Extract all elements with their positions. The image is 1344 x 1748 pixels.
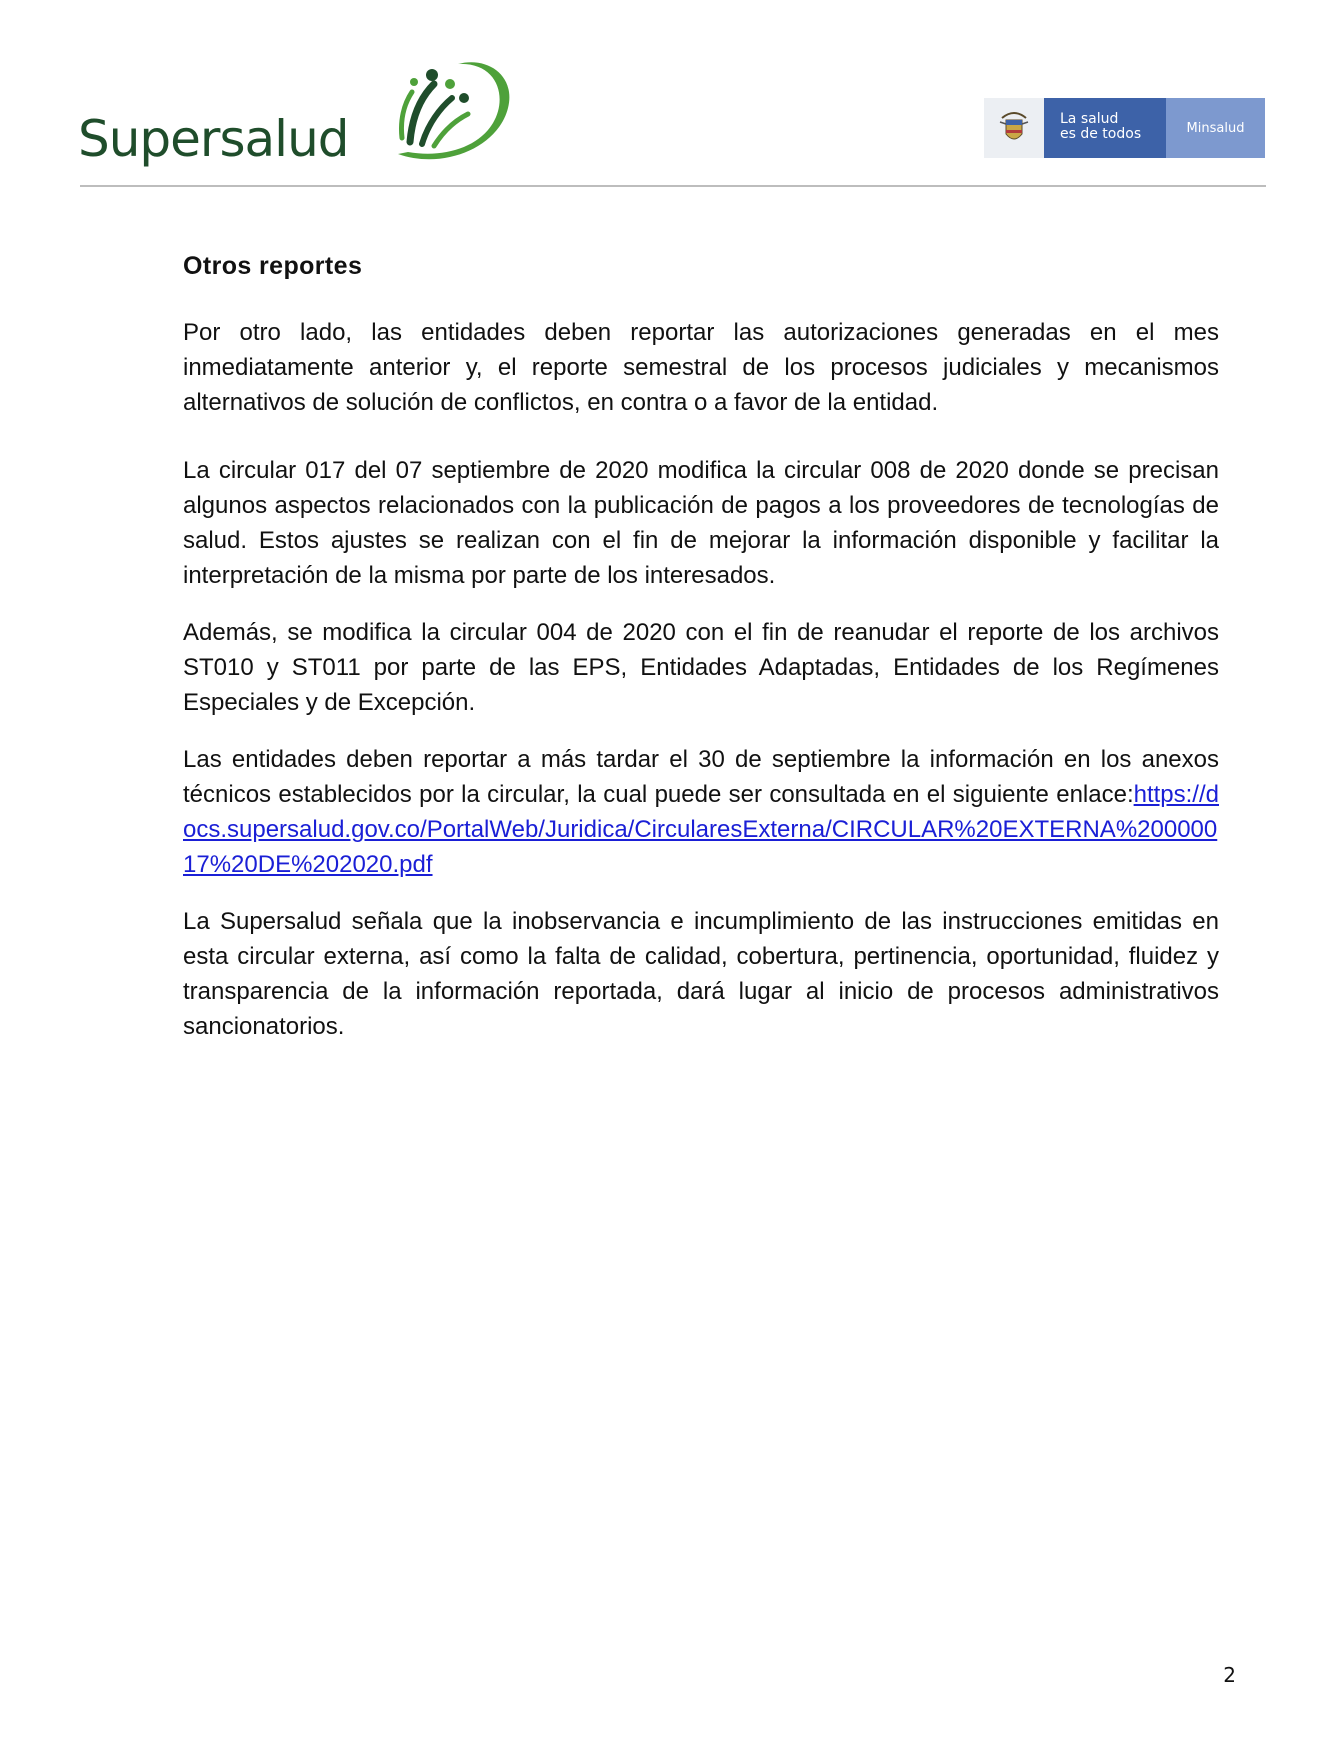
paragraph: Por otro lado, las entidades deben reportar las autorizaciones generadas en el mes inmediatamente anterior y, el reporte semestral de los procesos judiciales y mecanismos alternativos de solución de conflictos, en contra o a favor de la entidad. [183,319,1219,416]
document-body [183,252,1219,1066]
paragraph: La Supersalud señala que la inobservancia e incumplimiento de las instrucciones emitidas en esta circular externa, así como la falta de calidad, cobertura, pertinencia, oportunidad, fluidez y transparencia de la información reportada, dará lugar al inicio de procesos administrativos sancionatorios. [183,908,1219,1040]
brand-name: Supersalud [78,110,349,168]
paragraph: Además, se modifica la circular 004 de 2020 con el fin de reanudar el reporte de los archivos ST010 y ST011 por parte de las EPS, Entidades Adaptadas, Entidades de los Regímenes Especiales y de Excepción. [183,619,1219,716]
brand-mark-icon [348,58,528,168]
header-divider [80,185,1266,187]
ministry-name: Minsalud [1166,98,1265,158]
paragraph: La circular 017 del 07 septiembre de 2020 modifica la circular 008 de 2020 donde se precisan algunos aspectos relacionados con la publicación de pagos a los proveedores de tecnologías de salud. Estos ajustes se realizan con el fin de mejorar la información disponible y facilitar la interpretación de la misma por parte de los interesados. [183,457,1219,589]
page-number: 2 [1223,1663,1236,1687]
gov-slogan-line2: es de todos [1060,126,1142,142]
page-header [0,0,1344,190]
paragraph-text: Las entidades deben reportar a más tardar el 30 de septiembre la información en los anexos técnicos establecidos por la circular, la cual puede ser consultada en el siguiente enlace: [183,746,1219,808]
circular-pdf-link[interactable]: https://docs.supersalud.gov.co/PortalWeb/Juridica/CircularesExterna/CIRCULAR%20EXTERNA%20000017%20DE%202020.pdf [183,781,1219,878]
coat-of-arms-icon [984,98,1044,158]
paragraph-with-link [183,742,1219,882]
gov-slogan-line1: La salud [1060,111,1119,127]
gov-logo [984,98,1265,158]
section-title: Otros reportes [183,252,363,280]
supersalud-logo [78,58,448,178]
gov-slogan [1044,98,1166,158]
